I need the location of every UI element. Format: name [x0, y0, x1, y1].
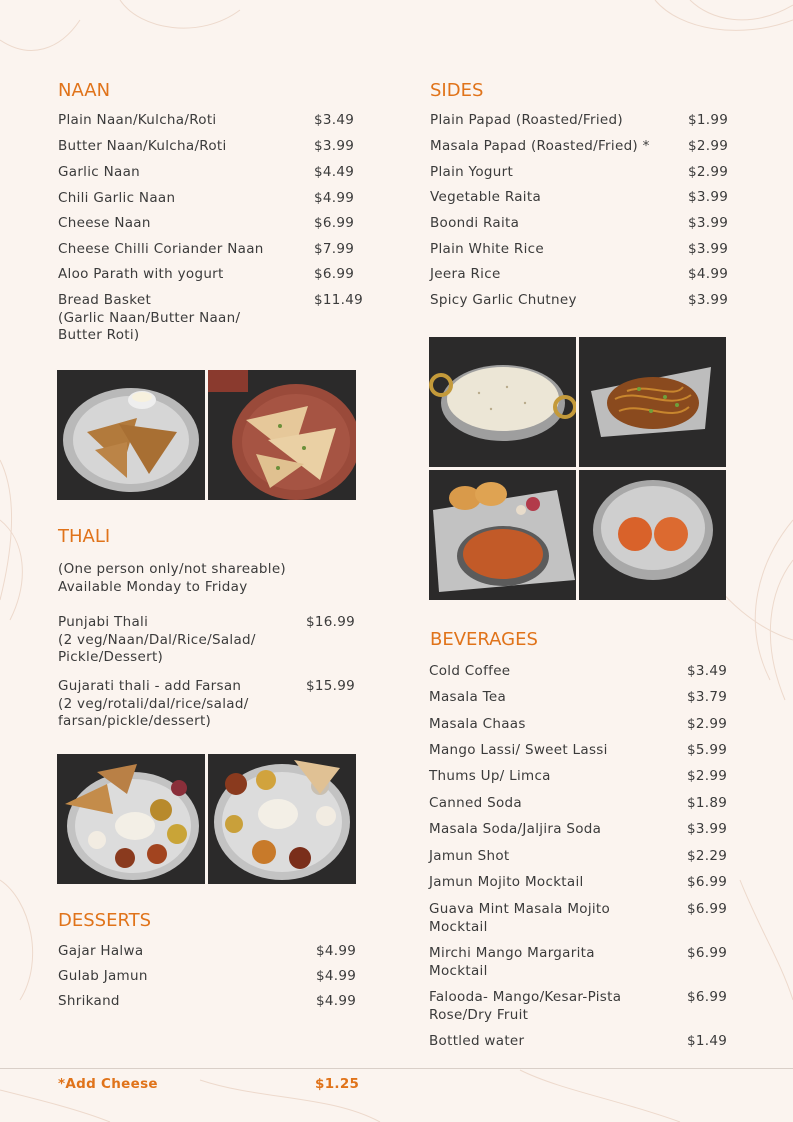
thali-item-price: $15.99 — [306, 678, 356, 694]
gujarati-thali-photo — [208, 754, 356, 884]
sides-item-name: Plain White Rice — [430, 241, 544, 257]
sides-item-name: Spicy Garlic Chutney — [430, 292, 577, 308]
naan-item-price: $4.99 — [314, 190, 355, 206]
naan-item-name: Cheese Chilli Coriander Naan — [58, 241, 264, 257]
beverages-item-price: $3.79 — [687, 689, 728, 705]
beverages-item-price: $1.49 — [687, 1033, 728, 1049]
noodles-photo — [579, 337, 726, 467]
naan-item-name: Garlic Naan — [58, 164, 140, 180]
naan-item-price: $6.99 — [314, 266, 355, 282]
sides-item-price: $3.99 — [688, 189, 729, 205]
sides-item-name: Jeera Rice — [430, 266, 501, 282]
beverages-item-price: $6.99 — [687, 874, 728, 890]
beverages-item-price: $2.99 — [687, 768, 728, 784]
naan-section-title: NAAN — [58, 80, 111, 101]
sides-item-name: Vegetable Raita — [430, 189, 542, 205]
naan-item-price: $3.99 — [314, 138, 355, 154]
desserts-section-title: DESSERTS — [58, 910, 152, 931]
sides-item-price: $4.99 — [688, 266, 729, 282]
add-cheese-price: $1.25 — [315, 1076, 360, 1092]
sides-item-price: $3.99 — [688, 215, 729, 231]
naan-item-name: Aloo Parath with yogurt — [58, 266, 224, 282]
beverages-item-price: $6.99 — [687, 945, 728, 961]
jeera-rice-photo — [429, 337, 576, 467]
beverages-item-name: Thums Up/ Limca — [429, 768, 551, 784]
naan-item-price: $7.99 — [314, 241, 355, 257]
naan-item-price: $3.49 — [314, 112, 355, 128]
beverages-item-name: Canned Soda — [429, 795, 522, 811]
beverages-section-title: BEVERAGES — [430, 629, 538, 650]
desserts-item-price: $4.99 — [316, 993, 357, 1009]
desserts-item-name: Gulab Jamun — [58, 968, 148, 984]
thali-item-name: Punjabi Thali (2 veg/Naan/Dal/Rice/Salad/ Pickle/Dessert) — [58, 614, 256, 665]
sides-item-name: Plain Yogurt — [430, 164, 514, 180]
desserts-item-name: Gajar Halwa — [58, 943, 144, 959]
beverages-item-name: Masala Soda/Jaljira Soda — [429, 821, 602, 837]
beverages-item-name: Masala Chaas — [429, 716, 526, 732]
desserts-item-price: $4.99 — [316, 968, 357, 984]
sides-item-price: $1.99 — [688, 112, 729, 128]
punjabi-thali-photo — [57, 754, 205, 884]
pav-bhaji-photo — [429, 470, 576, 600]
sides-item-price: $2.99 — [688, 138, 729, 154]
gulab-jamun-photo — [579, 470, 726, 600]
naan-item-name: Butter Naan/Kulcha/Roti — [58, 138, 227, 154]
beverages-item-name: Cold Coffee — [429, 663, 511, 679]
desserts-item-name: Shrikand — [58, 993, 120, 1009]
beverages-item-name: Falooda- Mango/Kesar-Pista Rose/Dry Fruit — [429, 989, 622, 1023]
beverages-item-price: $2.99 — [687, 716, 728, 732]
beverages-item-price: $5.99 — [687, 742, 728, 758]
sides-item-name: Plain Papad (Roasted/Fried) — [430, 112, 623, 128]
beverages-item-price: $6.99 — [687, 989, 728, 1005]
sides-item-price: $2.99 — [688, 164, 729, 180]
thali-section-title: THALI — [58, 526, 111, 547]
naan-bread-photo — [208, 370, 356, 500]
beverages-item-name: Bottled water — [429, 1033, 525, 1049]
beverages-item-price: $6.99 — [687, 901, 728, 917]
desserts-item-price: $4.99 — [316, 943, 357, 959]
add-cheese-label: *Add Cheese — [58, 1076, 158, 1092]
beverages-item-price: $3.49 — [687, 663, 728, 679]
beverages-item-name: Masala Tea — [429, 689, 507, 705]
beverages-item-price: $3.99 — [687, 821, 728, 837]
naan-item-price: $4.49 — [314, 164, 355, 180]
naan-item-name: Cheese Naan — [58, 215, 151, 231]
naan-item-name: Plain Naan/Kulcha/Roti — [58, 112, 217, 128]
sides-item-name: Masala Papad (Roasted/Fried) * — [430, 138, 650, 154]
footer-divider — [0, 1068, 793, 1069]
thali-item-name: Gujarati thali - add Farsan (2 veg/rotali/dal/rice/salad/ farsan/pickle/dessert) — [58, 678, 249, 729]
sides-item-name: Boondi Raita — [430, 215, 520, 231]
beverages-item-name: Guava Mint Masala Mojito Mocktail — [429, 901, 611, 935]
thali-item-price: $16.99 — [306, 614, 356, 630]
beverages-item-name: Jamun Mojito Mocktail — [429, 874, 584, 890]
beverages-item-name: Jamun Shot — [429, 848, 510, 864]
aloo-paratha-photo — [57, 370, 205, 500]
beverages-item-price: $2.29 — [687, 848, 728, 864]
beverages-item-name: Mirchi Mango Margarita Mocktail — [429, 945, 595, 979]
beverages-item-name: Mango Lassi/ Sweet Lassi — [429, 742, 608, 758]
sides-section-title: SIDES — [430, 80, 484, 101]
naan-item-price: $6.99 — [314, 215, 355, 231]
naan-item-name: Bread Basket (Garlic Naan/Butter Naan/ Butter Roti) — [58, 292, 241, 343]
naan-item-price: $11.49 — [314, 292, 364, 308]
sides-item-price: $3.99 — [688, 292, 729, 308]
naan-item-name: Chili Garlic Naan — [58, 190, 176, 206]
sides-item-price: $3.99 — [688, 241, 729, 257]
thali-availability-note: (One person only/not shareable) Available Monday to Friday — [58, 561, 287, 595]
beverages-item-price: $1.89 — [687, 795, 728, 811]
